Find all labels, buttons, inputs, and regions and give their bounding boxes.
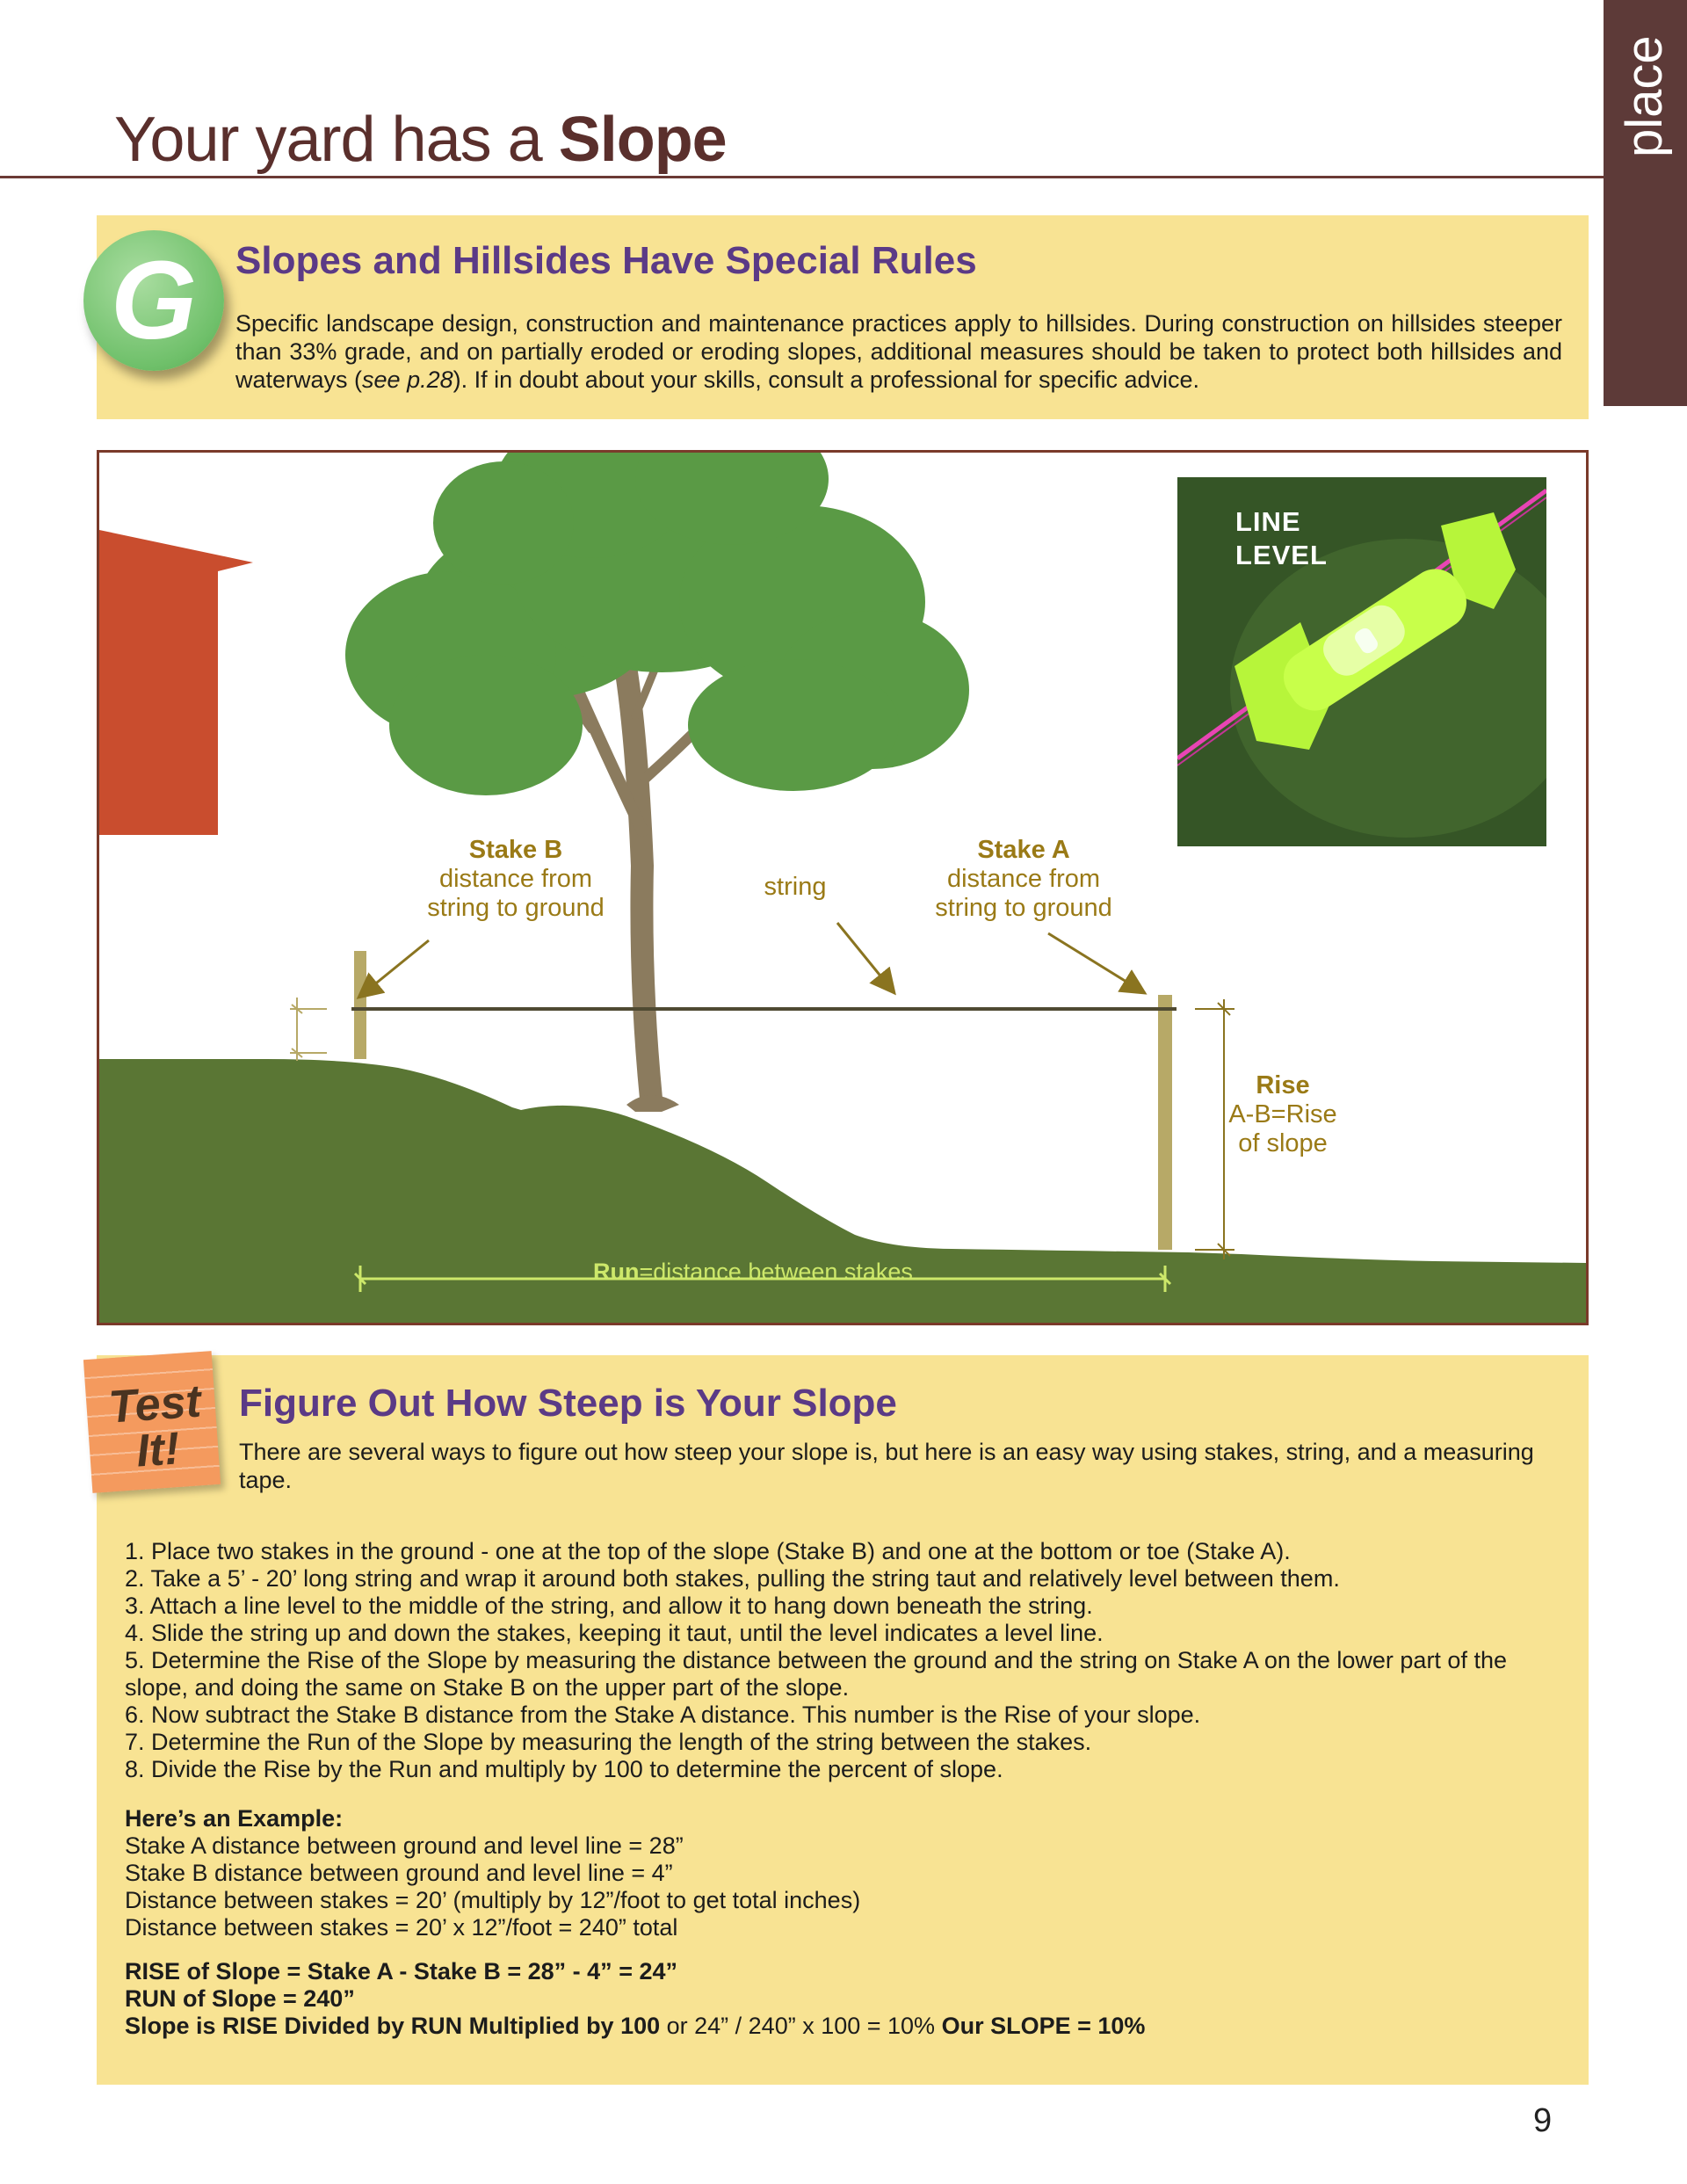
tree-base — [626, 1095, 679, 1112]
run-label: Run=distance between stakes — [593, 1259, 913, 1285]
line-level-photo — [1177, 477, 1546, 846]
label-arrows — [358, 923, 1145, 998]
sticky-note-label: Test It! — [106, 1375, 203, 1477]
house-body — [99, 558, 218, 835]
slope-summary — [125, 1958, 1566, 2040]
slope-result-line: Slope is RISE Divided by RUN Multiplied by 100 or 24” / 240” x 100 = 10% Our SLOPE = 10% — [125, 2013, 1146, 2039]
g-badge-letter: G — [110, 238, 197, 362]
rise-result: RISE of Slope = Stake A - Stake B = 28” - 4” = 24” — [125, 1958, 677, 1984]
stake-b-dimension — [290, 998, 327, 1061]
stake-a-label: Stake A distance from string to ground — [935, 836, 1112, 922]
hillside-rules-body: Specific landscape design, construction and maintenance practices apply to hillsides. During construction on hillsides steeper than 33% grade, and on partially eroded or eroding slopes, additional measures should be taken to protect both hillsides and waterways (see p.28). If in doubt about your skills, consult a professional for specific advice. — [235, 310, 1562, 393]
page-title-bold: Slope — [558, 105, 727, 175]
list-item: 5. Determine the Rise of the Slope by measuring the distance between the ground and the string on Stake A on the lower part of the slope, and doing the same on Stake B on the upper part of the slope. — [125, 1647, 1507, 1701]
section-tab-label: place — [1616, 35, 1673, 158]
example-line: Stake B distance between ground and level line = 4” — [125, 1860, 673, 1886]
tree-canopy — [345, 453, 969, 795]
test-it-heading: Figure Out How Steep is Your Slope — [239, 1382, 897, 1425]
title-divider — [0, 176, 1604, 178]
page-number: 9 — [1533, 2102, 1553, 2139]
string-label: string — [764, 873, 827, 901]
example-line: Distance between stakes = 20’ (multiply by 12”/foot to get total inches) — [125, 1887, 861, 1913]
example-line: Distance between stakes = 20’ x 12”/foot = 240” total — [125, 1914, 678, 1941]
hillside-rules-heading: Slopes and Hillsides Have Special Rules — [235, 239, 977, 282]
stake-a — [1158, 995, 1172, 1250]
run-result: RUN of Slope = 240” — [125, 1985, 355, 2012]
steps-list — [125, 1538, 1566, 1783]
list-item: 8. Divide the Rise by the Run and multiply by 100 to determine the percent of slope. — [125, 1756, 1003, 1782]
test-it-intro: There are several ways to figure out how steep your slope is, but here is an easy way using stakes, string, and a measuring tape. — [239, 1439, 1534, 1493]
list-item: 2. Take a 5’ - 20’ long string and wrap it around both stakes, pulling the string taut and relatively level between them. — [125, 1565, 1340, 1592]
rise-label: Rise A-B=Rise of slope — [1228, 1071, 1337, 1157]
stake-b — [354, 951, 366, 1059]
page-reference: see p.28 — [362, 366, 453, 393]
list-item: 3. Attach a line level to the middle of the string, and allow it to hang down beneath the string. — [125, 1593, 1093, 1619]
list-item: 4. Slide the string up and down the stakes, keeping it taut, until the level indicates a level line. — [125, 1620, 1104, 1646]
page-title: Your yard has a Slope — [114, 105, 727, 175]
list-item: 6. Now subtract the Stake B distance from the Stake A distance. This number is the Rise of your slope. — [125, 1701, 1201, 1728]
stake-b-label: Stake B distance from string to ground — [427, 836, 605, 922]
list-item: 1. Place two stakes in the ground - one at the top of the slope (Stake B) and one at the bottom or toe (Stake A). — [125, 1538, 1291, 1564]
example-heading: Here’s an Example: — [125, 1805, 344, 1832]
example-line: Stake A distance between ground and level line = 28” — [125, 1832, 684, 1859]
list-item: 7. Determine the Run of the Slope by measuring the length of the string between the stakes. — [125, 1729, 1092, 1755]
line-level-label: LINE LEVEL — [1235, 506, 1328, 570]
example-block — [125, 1805, 1566, 1941]
